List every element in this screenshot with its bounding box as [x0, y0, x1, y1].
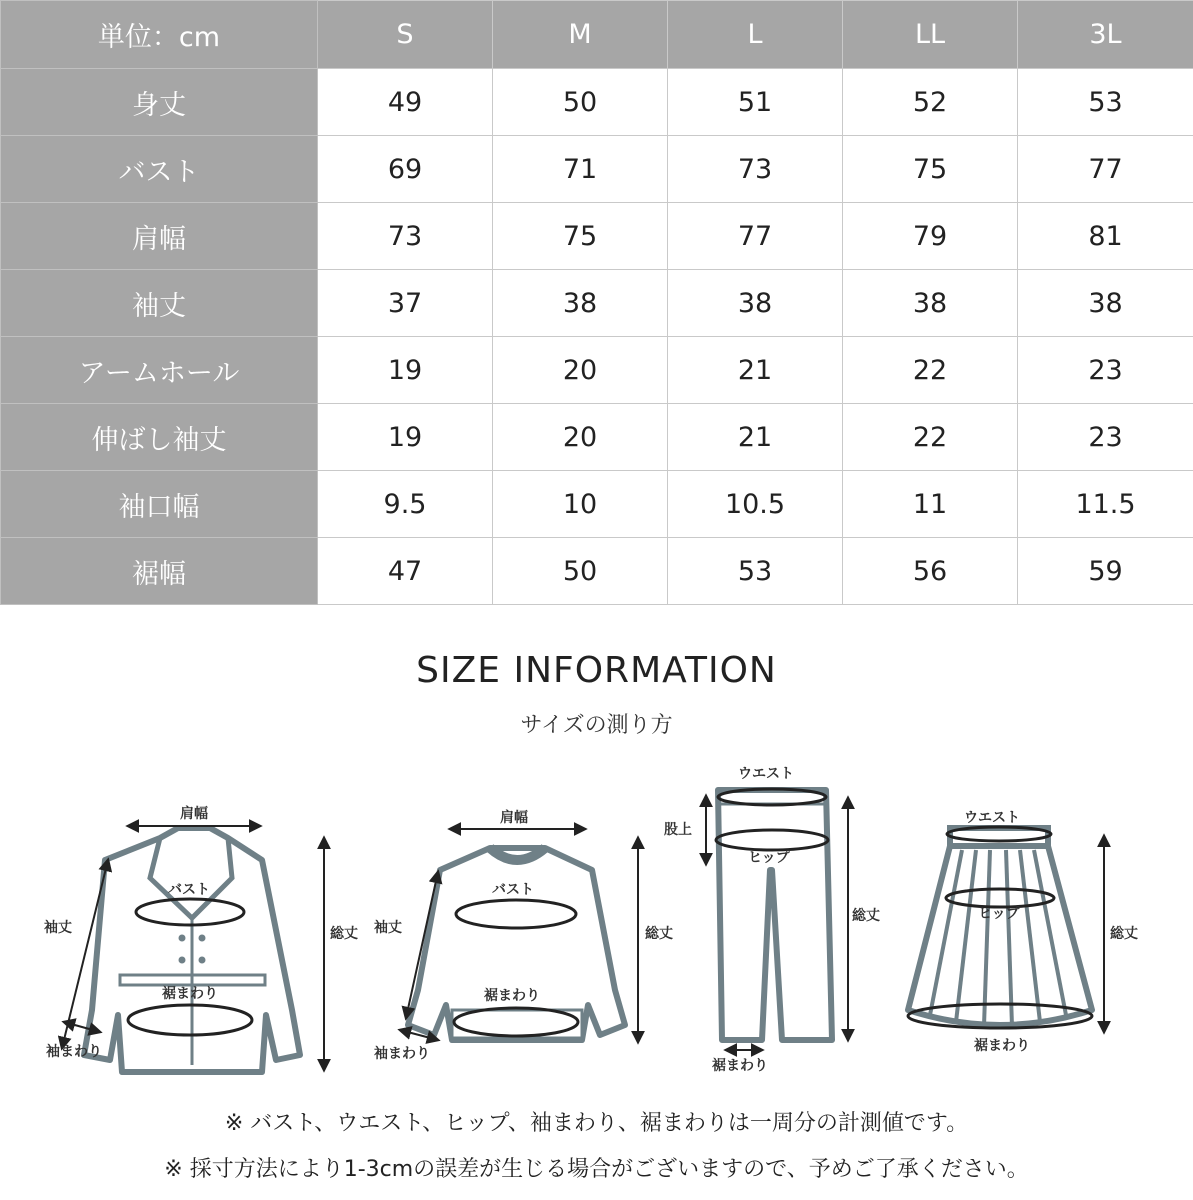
size-row — [1, 69, 1193, 136]
size-cell: 73 — [668, 136, 843, 203]
size-cell: 69 — [318, 136, 493, 203]
jacket-cuff-label: 袖まわり — [46, 1044, 102, 1060]
unit-label: 単位：cm — [1, 1, 318, 69]
size-cell: 75 — [493, 203, 668, 270]
size-cell: 22 — [843, 337, 1018, 404]
measurement-diagrams — [0, 760, 1193, 1090]
size-cell: 23 — [1018, 404, 1193, 471]
pants-rise-label: 股上 — [664, 822, 692, 838]
size-cell: 50 — [493, 69, 668, 136]
pants-shape — [718, 790, 832, 1040]
size-header-m: M — [493, 1, 668, 69]
size-cell: 75 — [843, 136, 1018, 203]
row-label: 肩幅 — [1, 203, 318, 270]
size-cell: 47 — [318, 538, 493, 605]
row-label: バスト — [1, 136, 318, 203]
size-cell: 81 — [1018, 203, 1193, 270]
size-info-subtitle: サイズの測り方 — [520, 713, 673, 738]
size-cell: 53 — [668, 538, 843, 605]
row-label: アームホール — [1, 337, 318, 404]
size-cell: 22 — [843, 404, 1018, 471]
size-cell: 19 — [318, 337, 493, 404]
size-cell: 21 — [668, 337, 843, 404]
size-cell: 79 — [843, 203, 1018, 270]
jacket-diagram — [44, 805, 358, 1072]
size-header-row — [1, 1, 1193, 69]
pants-waist-label: ウエスト — [738, 766, 794, 782]
size-cell: 9.5 — [318, 471, 493, 538]
size-cell: 49 — [318, 69, 493, 136]
size-cell: 10 — [493, 471, 668, 538]
size-cell: 53 — [1018, 69, 1193, 136]
size-cell: 56 — [843, 538, 1018, 605]
size-cell: 11 — [843, 471, 1018, 538]
size-cell: 77 — [668, 203, 843, 270]
row-label: 裾幅 — [1, 538, 318, 605]
pants-hip-label: ヒップ — [748, 850, 790, 866]
sweater-hem-label: 裾まわり — [484, 988, 540, 1004]
jacket-sleeve-label: 袖丈 — [44, 920, 72, 936]
pants-length-label: 総丈 — [852, 908, 880, 924]
size-header-l: L — [668, 1, 843, 69]
jacket-shoulder-label: 肩幅 — [180, 806, 208, 822]
pants-diagram — [664, 766, 880, 1074]
size-row — [1, 538, 1193, 605]
size-row — [1, 203, 1193, 270]
sweater-length-label: 総丈 — [645, 926, 673, 942]
size-cell: 73 — [318, 203, 493, 270]
sweater-bust-label: バスト — [492, 882, 534, 898]
size-cell: 50 — [493, 538, 668, 605]
jacket-hem-label: 裾まわり — [162, 986, 218, 1002]
size-row — [1, 404, 1193, 471]
size-cell: 38 — [843, 270, 1018, 337]
size-cell: 37 — [318, 270, 493, 337]
size-header-s: S — [318, 1, 493, 69]
row-label: 伸ばし袖丈 — [1, 404, 318, 471]
size-cell: 38 — [668, 270, 843, 337]
sweater-sleeve-label: 袖丈 — [374, 920, 402, 936]
skirt-hip-label: ヒップ — [978, 906, 1020, 922]
size-cell: 38 — [1018, 270, 1193, 337]
size-cell: 21 — [668, 404, 843, 471]
pants-hem-label: 裾まわり — [712, 1058, 768, 1074]
size-cell: 20 — [493, 404, 668, 471]
row-label: 袖口幅 — [1, 471, 318, 538]
size-cell: 11.5 — [1018, 471, 1193, 538]
size-cell: 51 — [668, 69, 843, 136]
sweater-diagram — [374, 809, 673, 1062]
skirt-length-label: 総丈 — [1110, 926, 1138, 942]
row-label: 袖丈 — [1, 270, 318, 337]
note-measurement: ※ バスト、ウエスト、ヒップ、袖まわり、裾まわりは一周分の計測値です。 — [224, 1111, 969, 1136]
size-row — [1, 270, 1193, 337]
size-header-ll: LL — [843, 1, 1018, 69]
size-cell: 52 — [843, 69, 1018, 136]
size-cell: 10.5 — [668, 471, 843, 538]
size-cell: 59 — [1018, 538, 1193, 605]
size-row — [1, 136, 1193, 203]
skirt-waist-label: ウエスト — [964, 810, 1020, 826]
note-tolerance: ※ 採寸方法により1-3cmの誤差が生じる場合がございますので、予めご了承ください。 — [164, 1157, 1029, 1182]
size-info-title: SIZE INFORMATION — [416, 650, 777, 691]
size-cell: 23 — [1018, 337, 1193, 404]
row-label: 身丈 — [1, 69, 318, 136]
size-header-3l: 3L — [1018, 1, 1193, 69]
sweater-cuff-label: 袖まわり — [374, 1046, 430, 1062]
size-cell: 19 — [318, 404, 493, 471]
skirt-diagram — [908, 810, 1138, 1054]
size-cell: 20 — [493, 337, 668, 404]
jacket-bust-label: バスト — [168, 882, 210, 898]
size-cell: 71 — [493, 136, 668, 203]
size-row — [1, 471, 1193, 538]
sweater-shoulder-label: 肩幅 — [500, 810, 528, 826]
size-cell: 77 — [1018, 136, 1193, 203]
skirt-hem-label: 裾まわり — [974, 1038, 1030, 1054]
size-row — [1, 337, 1193, 404]
size-cell: 38 — [493, 270, 668, 337]
jacket-length-label: 総丈 — [330, 926, 358, 942]
